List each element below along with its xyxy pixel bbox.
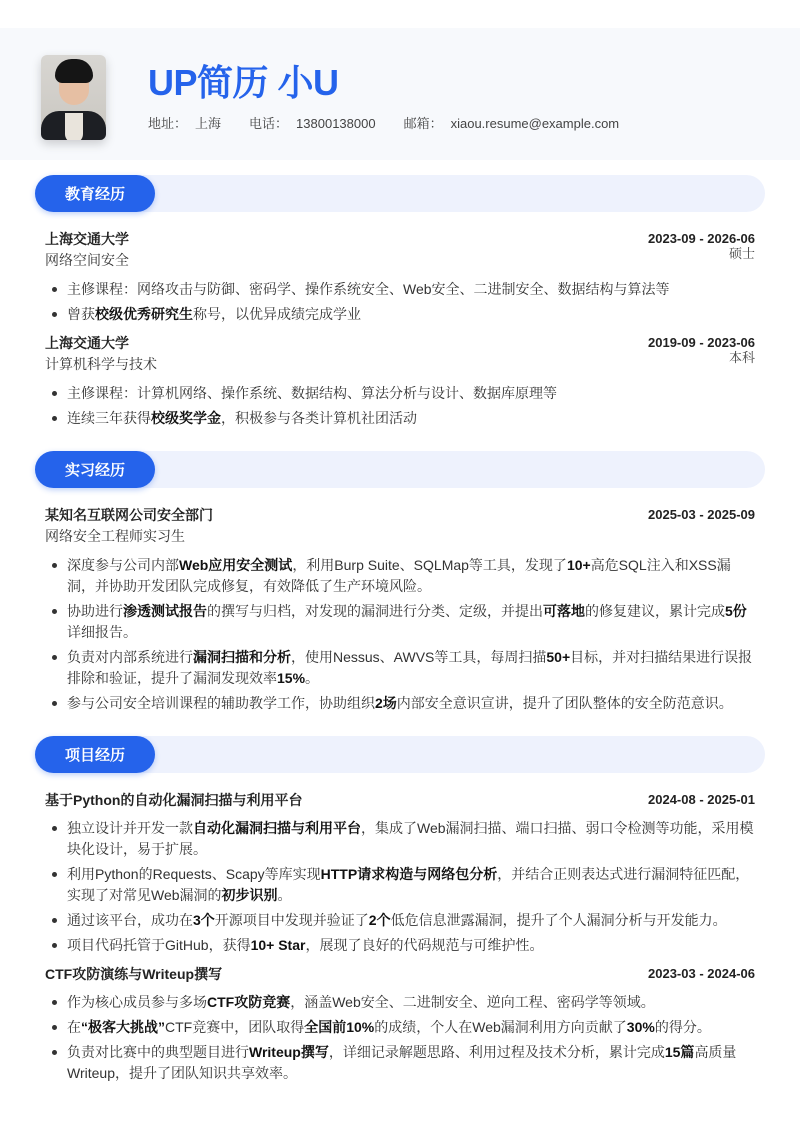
- list-item: [45, 693, 755, 714]
- bullet-text: 称号，以优异成绩完成学业: [193, 306, 361, 322]
- bullet-text: ，并结合正则表达式进行漏洞特征匹配，实现了对常见Web漏洞的: [67, 866, 750, 903]
- contact-address: 地址： 上海: [148, 116, 222, 131]
- highlight-text: 3个: [193, 912, 215, 928]
- bullet-text: 独立设计并开发一款: [67, 820, 193, 836]
- entry-organization: 某知名互联网公司安全部门: [45, 507, 213, 523]
- list-item: [45, 935, 755, 956]
- entry-subheader: [45, 525, 755, 547]
- section: [35, 451, 765, 714]
- highlight-text: 5份: [725, 603, 747, 619]
- entry-date: 2023-09 - 2026-06: [648, 231, 755, 246]
- bullet-text: 深度参与公司内部: [67, 557, 179, 573]
- bullet-text: 的撰写与归档，对发现的漏洞进行分类、定级，并提出: [207, 603, 543, 619]
- entry-subtitle: 网络空间安全: [45, 252, 129, 268]
- profile-photo: [41, 55, 106, 140]
- highlight-text: 2个: [368, 912, 391, 928]
- entry-subheader: [45, 246, 755, 271]
- contact-email: 邮箱： xiaou.resume@example.com: [403, 116, 620, 131]
- entry: [35, 790, 765, 956]
- bullet-text: ，使用Nessus、AWVS等工具，每周扫描: [291, 649, 547, 665]
- entry-subtitle: 网络安全工程师实习生: [45, 528, 185, 544]
- entry-date: 2025-03 - 2025-09: [648, 507, 755, 522]
- list-item: [45, 818, 755, 860]
- highlight-text: 30%: [626, 1019, 655, 1035]
- highlight-text: 10+ Star: [250, 937, 306, 953]
- highlight-text: 校级优秀研究生: [95, 306, 193, 322]
- resume-name: UP简历 小U: [148, 62, 339, 103]
- list-item: [45, 1017, 755, 1038]
- entry-date: 2024-08 - 2025-01: [648, 792, 755, 807]
- entry: [35, 333, 765, 429]
- entry-degree: 本科: [728, 350, 755, 365]
- highlight-text: 2场: [375, 695, 397, 711]
- bullet-text: ，积极参与各类计算机社团活动: [221, 410, 417, 426]
- section: [35, 175, 765, 429]
- highlight-text: 自动化漏洞扫描与利用平台: [193, 820, 361, 836]
- bullet-list: [45, 383, 755, 429]
- bullet-text: CTF竞赛中，团队取得: [165, 1019, 305, 1035]
- section-title: 项目经历: [35, 736, 155, 773]
- bullet-list: [45, 992, 755, 1084]
- highlight-text: 50+: [546, 649, 571, 665]
- bullet-list: [45, 555, 755, 714]
- contact-info: [148, 113, 619, 132]
- bullet-text: 的得分。: [654, 1019, 711, 1035]
- entry-header: [45, 333, 755, 353]
- highlight-text: 15%: [277, 670, 306, 686]
- bullet-text: 的成绩，个人在Web漏洞利用方向贡献了: [374, 1019, 627, 1035]
- bullet-text: 在: [67, 1019, 81, 1035]
- bullet-text: 作为核心成员参与多场: [67, 994, 207, 1010]
- bullet-text: ，详细记录解题思路、利用过程及技术分析，累计完成: [328, 1044, 665, 1060]
- entry-header: [45, 964, 755, 984]
- bullet-text: ，展现了良好的代码规范与可维护性。: [305, 937, 544, 953]
- highlight-text: “极客大挑战”: [81, 1019, 165, 1035]
- list-item: [45, 992, 755, 1013]
- section-header: [35, 736, 765, 773]
- bullet-text: 。: [277, 887, 292, 903]
- highlight-text: 校级奖学金: [151, 410, 221, 426]
- entry-header: [45, 790, 755, 810]
- section-header: [35, 451, 765, 488]
- bullet-list: [45, 818, 755, 956]
- list-item: [45, 383, 755, 404]
- entry: [35, 964, 765, 1084]
- highlight-text: Writeup撰写: [249, 1044, 329, 1060]
- entry-organization: 上海交通大学: [45, 335, 129, 351]
- entry-organization: 基于Python的自动化漏洞扫描与利用平台: [45, 792, 303, 808]
- bullet-text: 协助进行: [67, 603, 123, 619]
- highlight-text: 初步识别: [221, 887, 278, 903]
- bullet-text: ，涵盖Web安全、二进制安全、逆向工程、密码学等领域。: [290, 994, 655, 1010]
- list-item: [45, 408, 755, 429]
- list-item: [45, 1042, 755, 1084]
- bullet-list: [45, 279, 755, 325]
- bullet-text: 高危SQL注入和XSS漏洞，并协助开发团队完成修复，有效降低了生产环境风险。: [67, 557, 731, 594]
- bullet-text: 连续三年获得: [67, 410, 151, 426]
- bullet-text: 曾获: [67, 306, 95, 322]
- bullet-text: 高质量Writeup，提升了团队知识共享效率。: [67, 1044, 737, 1081]
- bullet-text: 详细报告。: [67, 624, 137, 640]
- bullet-text: 的修复建议，累计完成: [585, 603, 725, 619]
- entry-date: 2019-09 - 2023-06: [648, 335, 755, 350]
- list-item: [45, 555, 755, 597]
- list-item: [45, 647, 755, 689]
- highlight-text: 10+: [566, 557, 591, 573]
- highlight-text: CTF攻防竞赛: [207, 994, 291, 1010]
- bullet-text: 负责对内部系统进行: [67, 649, 193, 665]
- resume-header: [0, 28, 800, 160]
- bullet-text: 主修课程：计算机网络、操作系统、数据结构、算法分析与设计、数据库原理等: [67, 385, 557, 401]
- list-item: [45, 864, 755, 906]
- highlight-text: 渗透测试报告: [123, 603, 207, 619]
- bullet-text: 主修课程：网络攻击与防御、密码学、操作系统安全、Web安全、二进制安全、数据结构与算法等: [67, 281, 670, 297]
- resume-body: [35, 175, 765, 1106]
- entry-header: [45, 229, 755, 249]
- list-item: [45, 304, 755, 325]
- bullet-text: 低危信息泄露漏洞，提升了个人漏洞分析与开发能力。: [390, 912, 727, 928]
- list-item: [45, 279, 755, 300]
- bullet-text: 参与公司安全培训课程的辅助教学工作，协助组织: [67, 695, 375, 711]
- contact-phone: 电话： 13800138000: [249, 116, 376, 131]
- bullet-text: 项目代码托管于GitHub，获得: [67, 937, 251, 953]
- section-header: [35, 175, 765, 212]
- highlight-text: 可落地: [543, 603, 585, 619]
- bullet-text: 。: [305, 670, 320, 686]
- entry-subheader: [45, 350, 755, 375]
- section-title: 实习经历: [35, 451, 155, 488]
- highlight-text: 漏洞扫描和分析: [193, 649, 291, 665]
- bullet-text: 开源项目中发现并验证了: [214, 912, 369, 928]
- bullet-text: 利用Python的Requests、Scapy等库实现: [67, 866, 321, 882]
- entry-date: 2023-03 - 2024-06: [648, 966, 755, 981]
- highlight-text: HTTP请求构造与网络包分析: [320, 866, 498, 882]
- list-item: [45, 910, 755, 931]
- bullet-text: 负责对比赛中的典型题目进行: [67, 1044, 249, 1060]
- bullet-text: 通过该平台，成功在: [67, 912, 193, 928]
- bullet-text: 内部安全意识宣讲，提升了团队整体的安全防范意识。: [396, 695, 733, 711]
- entry-organization: 上海交通大学: [45, 231, 129, 247]
- highlight-text: 15篇: [664, 1044, 695, 1060]
- entry-subtitle: 计算机科学与技术: [45, 356, 157, 372]
- list-item: [45, 601, 755, 643]
- section-title: 教育经历: [35, 175, 155, 212]
- entry-degree: 硕士: [728, 246, 755, 261]
- highlight-text: 全国前10%: [304, 1019, 375, 1035]
- highlight-text: Web应用安全测试: [179, 557, 293, 573]
- entry: [35, 505, 765, 714]
- entry: [35, 229, 765, 325]
- bullet-text: ，利用Burp Suite、SQLMap等工具，发现了: [292, 557, 567, 573]
- entry-organization: CTF攻防演练与Writeup撰写: [45, 966, 223, 982]
- bullet-text: 目标，并对扫描结果进行误报排除和验证，提升了漏洞发现效率: [67, 649, 753, 686]
- entry-header: [45, 505, 755, 525]
- bullet-text: ，集成了Web漏洞扫描、端口扫描、弱口令检测等功能，采用模块化设计，易于扩展。: [67, 820, 754, 857]
- section: [35, 736, 765, 1084]
